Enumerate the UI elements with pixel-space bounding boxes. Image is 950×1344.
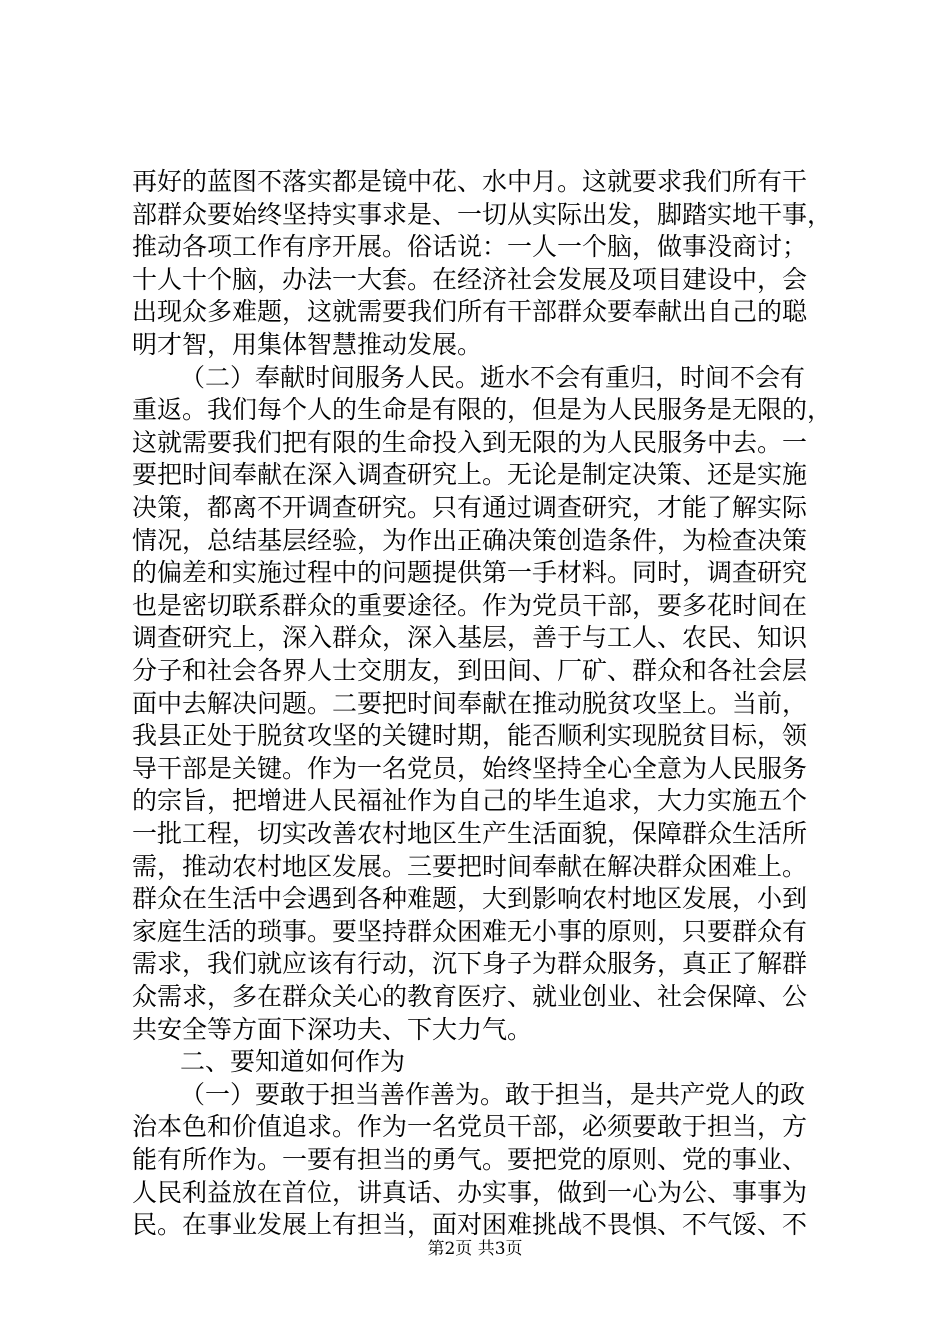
text-line: 导干部是关键。作为一名党员，始终坚持全心全意为人民服务 (132, 754, 808, 783)
text-line: 需，推动农村地区发展。三要把时间奉献在解决群众困难上。 (132, 852, 808, 881)
text-line: 部群众要始终坚持实事求是、一切从实际出发，脚踏实地干事， (132, 200, 833, 229)
text-line: 能有所作为。一要有担当的勇气。要把党的原则、党的事业、 (132, 1145, 808, 1174)
text-line: 重返。我们每个人的生命是有限的，但是为人民服务是无限的， (132, 395, 833, 424)
text-line: 群众在生活中会遇到各种难题，大到影响农村地区发展，小到 (132, 884, 808, 913)
text-line: 的宗旨，把增进人民福祉作为自己的毕生追求，大力实施五个 (132, 786, 808, 815)
text-line: 这就需要我们把有限的生命投入到无限的为人民服务中去。一 (132, 428, 808, 457)
text-line: 的偏差和实施过程中的问题提供第一手材料。同时，调查研究 (132, 558, 808, 587)
text-line: 分子和社会各界人士交朋友，到田间、厂矿、群众和各社会层 (132, 656, 808, 685)
text-line: 推动各项工作有序开展。俗话说：一人一个脑，做事没商讨； (132, 232, 808, 261)
text-line: 情况，总结基层经验，为作出正确决策创造条件，为检查决策 (132, 526, 808, 555)
section-heading: 二、要知道如何作为 (180, 1047, 406, 1076)
text-line: 也是密切联系群众的重要途径。作为党员干部，要多花时间在 (132, 591, 808, 620)
text-line: 一批工程，切实改善农村地区生产生活面貌，保障群众生活所 (132, 819, 808, 848)
text-line: 家庭生活的琐事。要坚持群众困难无小事的原则，只要群众有 (132, 917, 808, 946)
text-line: 治本色和价值追求。作为一名党员干部，必须要敢于担当，方 (132, 1112, 808, 1141)
text-line: 共安全等方面下深功夫、下大力气。 (132, 1015, 533, 1044)
text-line: 调查研究上，深入群众，深入基层，善于与工人、农民、知识 (132, 623, 808, 652)
text-line: 明才智，用集体智慧推动发展。 (132, 330, 483, 359)
text-line: 民。在事业发展上有担当，面对困难挑战不畏惧、不气馁、不 (132, 1210, 808, 1239)
page-footer: 第2页 共3页 (427, 1239, 523, 1259)
text-line: 再好的蓝图不落实都是镜中花、水中月。这就要求我们所有干 (132, 167, 808, 196)
text-line: 出现众多难题，这就需要我们所有干部群众要奉献出自己的聪 (132, 297, 808, 326)
text-line: 十人十个脑，办法一大套。在经济社会发展及项目建设中，会 (132, 265, 808, 294)
text-line: 面中去解决问题。二要把时间奉献在推动脱贫攻坚上。当前， (132, 689, 808, 718)
text-line: 众需求，多在群众关心的教育医疗、就业创业、社会保障、公 (132, 982, 808, 1011)
text-line: 决策，都离不开调查研究。只有通过调查研究，才能了解实际 (132, 493, 808, 522)
text-line: 需求，我们就应该有行动，沉下身子为群众服务，真正了解群 (132, 949, 808, 978)
text-line: 我县正处于脱贫攻坚的关键时期，能否顺利实现脱贫目标，领 (132, 721, 808, 750)
paragraph-start-line: （一）要敢于担当善作善为。敢于担当，是共产党人的政 (180, 1080, 806, 1109)
text-line: 要把时间奉献在深入调查研究上。无论是制定决策、还是实施 (132, 460, 808, 489)
paragraph-start-line: （二）奉献时间服务人民。逝水不会有重归，时间不会有 (180, 363, 806, 392)
text-line: 人民利益放在首位，讲真话、办实事，做到一心为公、事事为 (132, 1178, 808, 1207)
